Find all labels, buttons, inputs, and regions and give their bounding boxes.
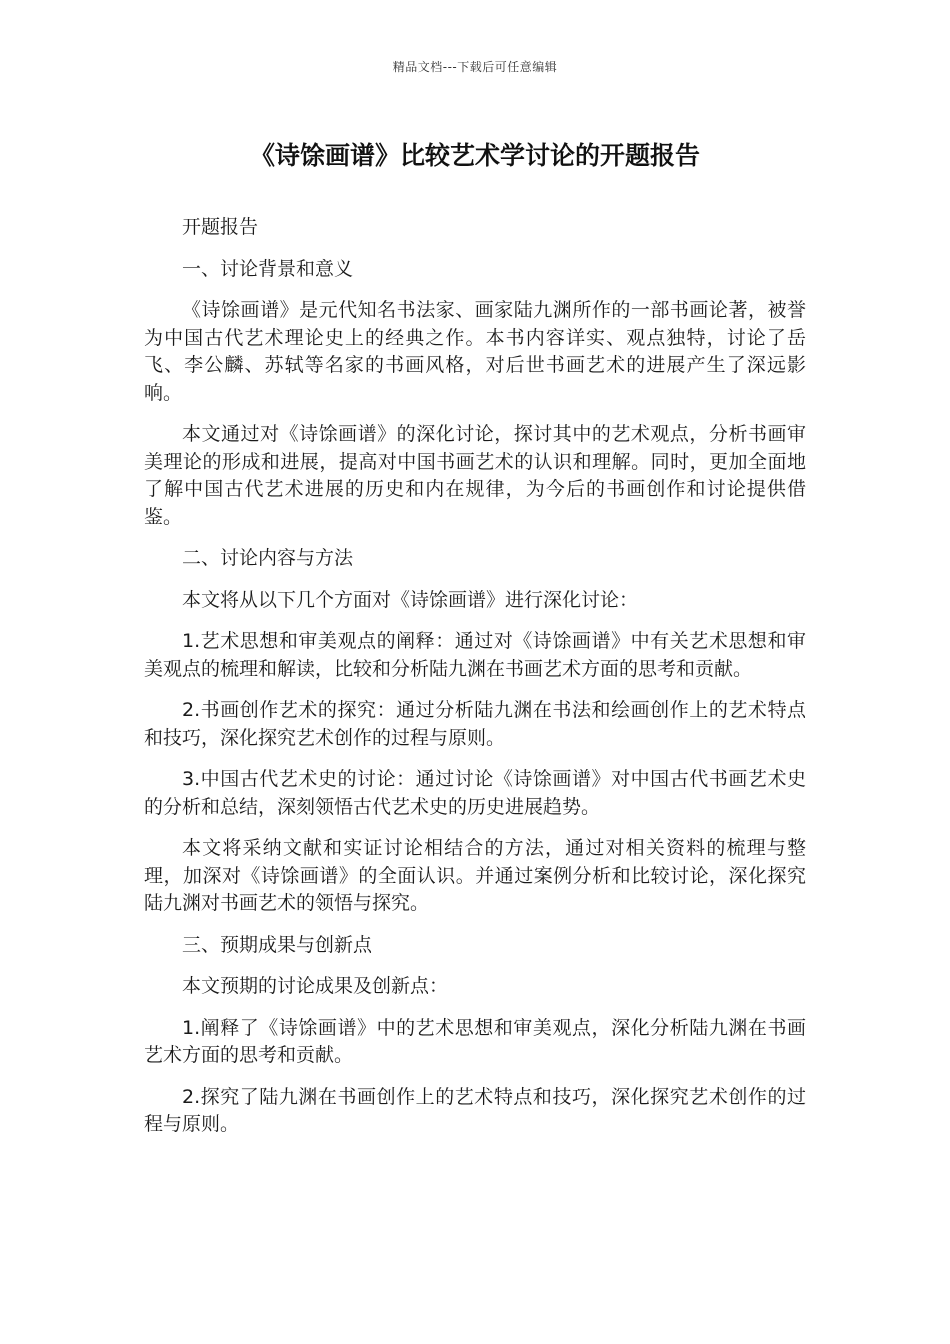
paragraph-background-1: 《诗馀画谱》是元代知名书法家、画家陆九渊所作的一部书画论著，被誉为中国古代艺术理论史上的经典之作。本书内容详实、观点独特，讨论了岳飞、李公麟、苏轼等名家的书画风格，对后世书画艺术的进展产生了深远影响。: [144, 299, 806, 404]
paragraph-outcome-item-2: 2.探究了陆九渊在书画创作上的艺术特点和技巧，深化探究艺术创作的过程与原则。: [144, 1085, 806, 1135]
section-heading-content-method: 二、讨论内容与方法: [182, 547, 354, 569]
paragraph-background-2: 本文通过对《诗馀画谱》的深化讨论，探讨其中的艺术观点，分析书画审美理论的形成和进展，提高对中国书画艺术的认识和理解。同时，更加全面地了解中国古代艺术进展的历史和内在规律，为今后的书画创作和讨论提供借鉴。: [144, 423, 806, 528]
paragraph-content-intro: 本文将从以下几个方面对《诗馀画谱》进行深化讨论：: [182, 588, 639, 611]
document-title: 《诗馀画谱》比较艺术学讨论的开题报告: [249, 141, 700, 170]
section-heading-outcomes: 三、预期成果与创新点: [182, 933, 373, 956]
section-label-report: 开题报告: [182, 216, 259, 238]
paragraph-method: 本文将采纳文献和实证讨论相结合的方法，通过对相关资料的梳理与整理，加深对《诗馀画谱》的全面认识。并通过案例分析和比较讨论，深化探究陆九渊对书画艺术的领悟与探究。: [144, 837, 806, 914]
section-heading-background: 一、讨论背景和意义: [182, 257, 354, 280]
paragraph-content-item-3: 3.中国古代艺术史的讨论：通过讨论《诗馀画谱》对中国古代书画艺术史的分析和总结，深刻领悟古代艺术史的历史进展趋势。: [144, 768, 806, 818]
paragraph-content-item-1: 1.艺术思想和审美观点的阐释：通过对《诗馀画谱》中有关艺术思想和审美观点的梳理和解读，比较和分析陆九渊在书画艺术方面的思考和贡献。: [144, 630, 806, 680]
paragraph-outcome-item-1: 1.阐释了《诗馀画谱》中的艺术思想和审美观点，深化分析陆九渊在书画艺术方面的思考和贡献。: [144, 1016, 806, 1066]
paragraph-outcomes-intro: 本文预期的讨论成果及创新点：: [182, 975, 449, 997]
paragraph-content-item-2: 2.书画创作艺术的探究：通过分析陆九渊在书法和绘画创作上的艺术特点和技巧，深化探究艺术创作的过程与原则。: [144, 699, 806, 749]
document-body: [144, 214, 806, 1153]
header-note: 精品文档---下载后可任意编辑: [392, 60, 558, 74]
